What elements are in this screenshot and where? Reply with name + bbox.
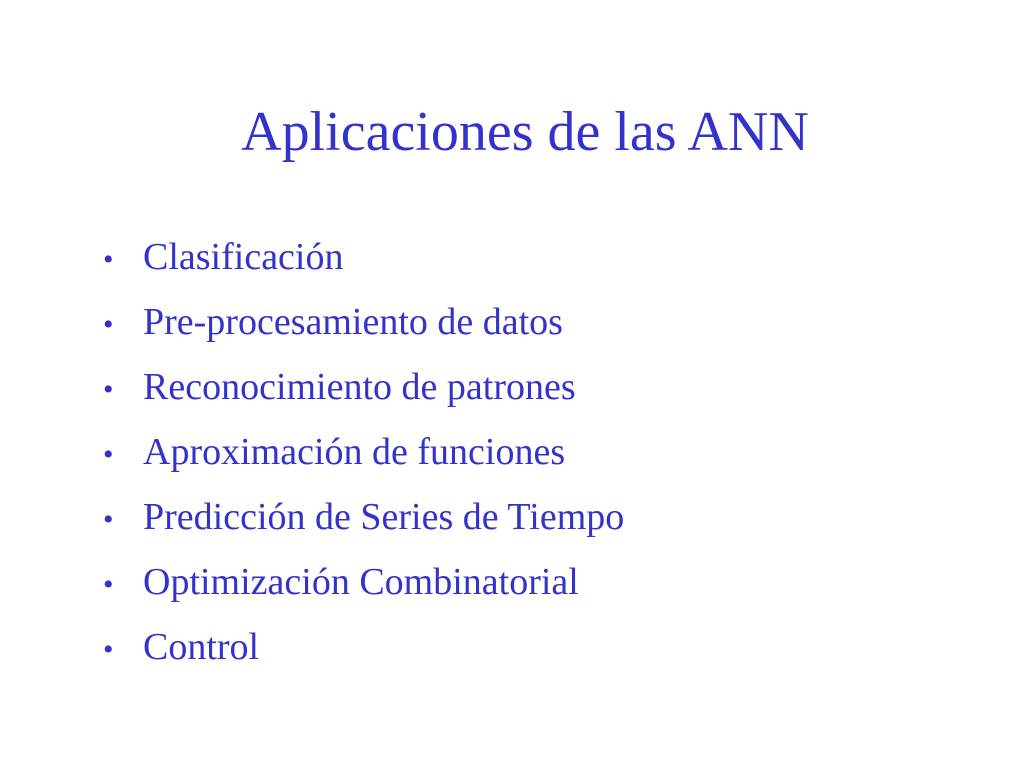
bullet-icon: • (103, 308, 114, 341)
bullet-icon: • (103, 373, 114, 406)
list-item (103, 615, 624, 680)
list-item-text: Reconocimiento de patrones (143, 366, 576, 408)
list-item-text: Control (143, 626, 260, 668)
bullet-icon: • (103, 503, 114, 536)
list-item-text: Predicción de Series de Tiempo (143, 496, 625, 538)
list-item-text: Optimización Combinatorial (143, 561, 579, 603)
bullet-icon: • (103, 438, 114, 471)
bullet-icon: • (103, 243, 114, 276)
bullet-icon: • (103, 568, 114, 601)
list-item (103, 420, 624, 485)
slide-title: Aplicaciones de las ANN (241, 101, 809, 163)
bullet-icon: • (103, 633, 114, 666)
list-item-text: Aproximación de funciones (143, 431, 566, 473)
list-item (103, 225, 624, 290)
list-item (103, 550, 624, 615)
list-item-text: Clasificación (143, 236, 344, 278)
list-item (103, 290, 624, 355)
list-item (103, 355, 624, 420)
bullet-list (103, 225, 624, 680)
list-item-text: Pre-procesamiento de datos (143, 301, 563, 343)
list-item (103, 485, 624, 550)
